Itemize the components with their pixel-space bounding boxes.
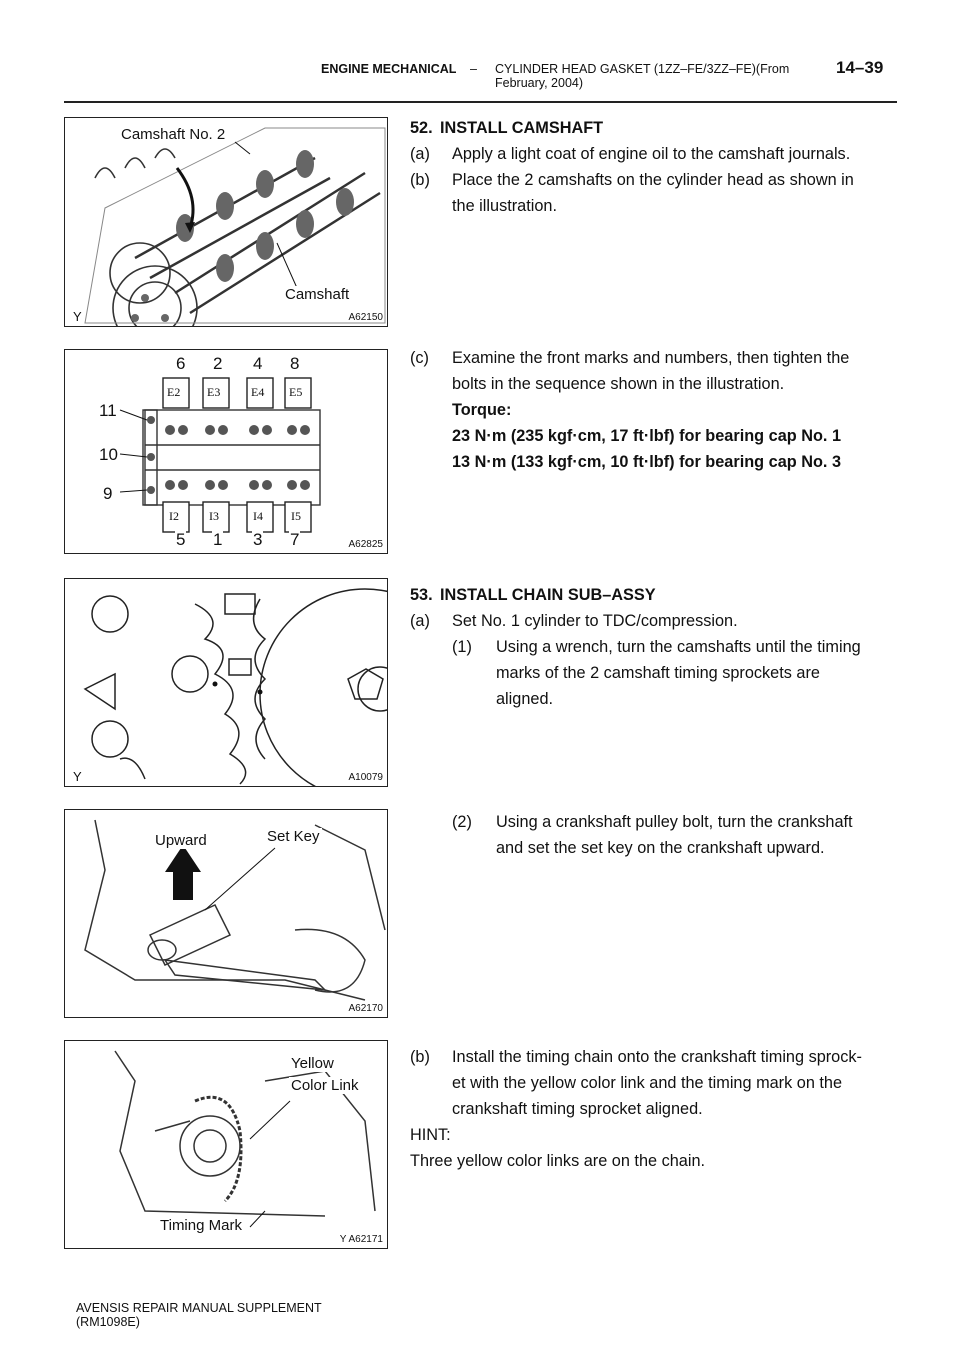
figure-timing-sprockets — [64, 578, 388, 787]
cap-mark-top-1: E2 — [167, 385, 181, 399]
figure-code-text: A62171 — [348, 1234, 383, 1245]
substep-text: et with the yellow color link and the timing mark on the — [452, 1074, 843, 1092]
sequence-number-top-2: 2 — [213, 354, 223, 373]
substep-text: Using a crankshaft pulley bolt, turn the crankshaft — [496, 813, 853, 831]
crankshaft-illustration — [65, 810, 388, 1018]
substep-text: Apply a light coat of engine oil to the camshaft journals. — [452, 145, 851, 163]
step-title: INSTALL CHAIN SUB–ASSY — [440, 586, 656, 604]
figure-code: A62825 — [348, 539, 383, 550]
cap-mark-bottom-2: I3 — [209, 509, 219, 523]
cap-mark-bottom-4: I5 — [291, 509, 301, 523]
sequence-number-bottom-4: 7 — [290, 530, 300, 549]
figure-mark: Y — [339, 1234, 347, 1245]
sequence-number-side-1: 11 — [99, 401, 117, 420]
figure-crankshaft-set-key — [64, 809, 388, 1018]
header-subtitle: CYLINDER HEAD GASKET (1ZZ–FE/3ZZ–FE)(From February, 2004) — [495, 62, 790, 90]
substep-text: Using a wrench, turn the camshafts until the timing — [496, 638, 861, 656]
substep-marker: (a) — [410, 145, 430, 163]
hint-label: HINT: — [410, 1126, 451, 1144]
label-upward: Upward — [155, 832, 207, 849]
label-yellow: Yellow — [291, 1055, 334, 1072]
sequence-number-top-1: 6 — [176, 354, 186, 373]
substep-text: and set the set key on the crankshaft upward. — [496, 839, 825, 857]
label-camshaft-no2: Camshaft No. 2 — [121, 126, 226, 143]
torque-spec: 23 N·m (235 kgf·cm, 17 ft·lbf) for bearing cap No. 1 — [452, 427, 842, 445]
cap-mark-bottom-1: I2 — [169, 509, 179, 523]
figure-bearing-cap-sequence — [64, 349, 388, 554]
footer — [76, 1301, 322, 1329]
sequence-number-top-3: 4 — [253, 354, 263, 373]
sequence-number-bottom-1: 5 — [176, 530, 186, 549]
torque-spec: 13 N·m (133 kgf·cm, 10 ft·lbf) for bearing cap No. 3 — [452, 453, 842, 471]
label-timing-mark: Timing Mark — [160, 1217, 242, 1234]
header-rule — [64, 101, 897, 103]
figure-mark: Y — [73, 309, 82, 324]
substep-marker: (a) — [410, 612, 430, 630]
cap-mark-top-2: E3 — [207, 385, 221, 399]
sequence-number-bottom-2: 1 — [213, 530, 223, 549]
step-number: 53. — [410, 586, 433, 604]
sequence-number-top-4: 8 — [290, 354, 300, 373]
figure-code: A62150 — [348, 312, 383, 323]
header-dash: – — [470, 62, 477, 76]
substep-text: Place the 2 camshafts on the cylinder head as shown in — [452, 171, 854, 189]
hint-text: Three yellow color links are on the chain. — [410, 1152, 706, 1170]
label-set-key: Set Key — [267, 828, 320, 845]
substep-marker: (1) — [452, 638, 472, 656]
figure-mark: Y — [73, 769, 82, 784]
sequence-number-side-2: 10 — [99, 445, 118, 464]
substep-text: Examine the front marks and numbers, then tighten the — [452, 349, 850, 367]
figure-camshaft-install — [64, 117, 388, 327]
sequence-number-side-3: 9 — [103, 484, 113, 503]
substep-marker: (b) — [410, 1048, 430, 1066]
torque-label: Torque: — [452, 401, 512, 419]
substep-text: aligned. — [496, 690, 554, 708]
sprocket-illustration — [65, 579, 388, 787]
figure-code: A10079 — [348, 772, 383, 783]
header-section: ENGINE MECHANICAL — [321, 62, 457, 76]
substep-marker: (c) — [410, 349, 429, 367]
substep-text: the illustration. — [452, 197, 557, 215]
substep-text: bolts in the sequence shown in the illustration. — [452, 375, 785, 393]
substep-text: Install the timing chain onto the crankshaft timing sprock- — [452, 1048, 862, 1066]
page-number: 14–39 — [836, 58, 884, 77]
sequence-number-bottom-3: 3 — [253, 530, 263, 549]
figure-code — [340, 1234, 383, 1245]
substep-text: crankshaft timing sprocket aligned. — [452, 1100, 703, 1118]
cap-mark-bottom-3: I4 — [253, 509, 263, 523]
label-camshaft: Camshaft — [285, 286, 350, 303]
footer-manual-code: (RM1098E) — [76, 1315, 140, 1329]
cap-mark-top-4: E5 — [289, 385, 303, 399]
substep-marker: (b) — [410, 171, 430, 189]
substep-text: marks of the 2 camshaft timing sprockets are — [496, 664, 820, 682]
step-title: INSTALL CAMSHAFT — [440, 119, 604, 137]
footer-manual-title: AVENSIS REPAIR MANUAL SUPPLEMENT — [76, 1301, 322, 1315]
substep-text: Set No. 1 cylinder to TDC/compression. — [452, 612, 738, 630]
substep-marker: (2) — [452, 813, 472, 831]
label-color-link: Color Link — [291, 1077, 359, 1094]
step-number: 52. — [410, 119, 433, 137]
cap-mark-top-3: E4 — [251, 385, 265, 399]
figure-timing-chain — [64, 1040, 388, 1249]
figure-code: A62170 — [348, 1003, 383, 1014]
